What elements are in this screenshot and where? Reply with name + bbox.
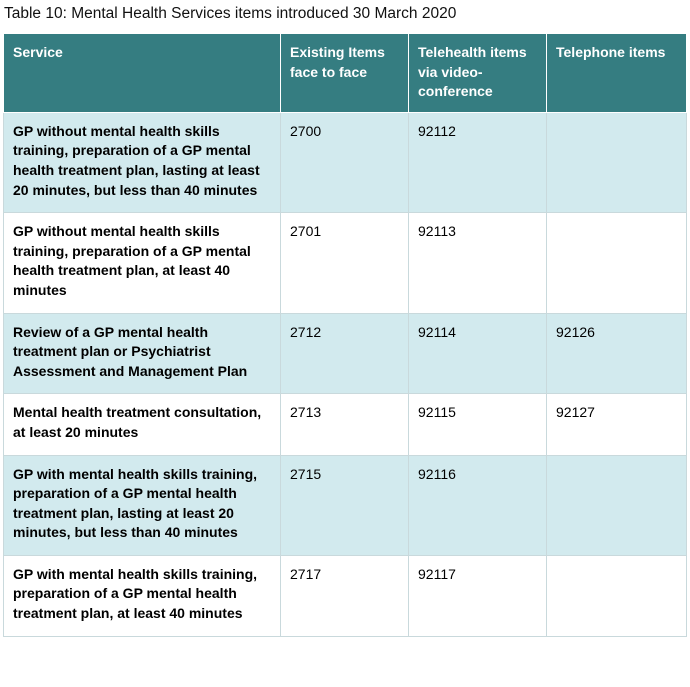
telephone-item-cell: 92127 xyxy=(547,394,687,455)
header-service: Service xyxy=(4,34,281,113)
existing-item-cell: 2717 xyxy=(281,555,409,636)
telephone-item-cell xyxy=(547,555,687,636)
table-row xyxy=(4,394,687,455)
table-row xyxy=(4,313,687,394)
service-cell: Review of a GP mental health treatment plan or Psychiatrist Assessment and Management Plan xyxy=(4,313,281,394)
telephone-item-cell xyxy=(547,112,687,212)
existing-item-cell: 2712 xyxy=(281,313,409,394)
existing-item-cell: 2715 xyxy=(281,455,409,555)
header-existing-items: Existing Items face to face xyxy=(281,34,409,113)
header-telehealth-items: Telehealth items via video-conference xyxy=(409,34,547,113)
telehealth-item-cell: 92117 xyxy=(409,555,547,636)
table-header-row xyxy=(4,34,687,113)
table-row xyxy=(4,213,687,313)
header-telephone-items: Telephone items xyxy=(547,34,687,113)
table-row xyxy=(4,112,687,212)
telehealth-item-cell: 92116 xyxy=(409,455,547,555)
telephone-item-cell xyxy=(547,455,687,555)
telephone-item-cell: 92126 xyxy=(547,313,687,394)
existing-item-cell: 2713 xyxy=(281,394,409,455)
telehealth-item-cell: 92114 xyxy=(409,313,547,394)
service-cell: GP with mental health skills training, preparation of a GP mental health treatment plan, lasting at least 20 minutes, but less than 40 minutes xyxy=(4,455,281,555)
telephone-item-cell xyxy=(547,213,687,313)
mental-health-items-table xyxy=(3,33,687,637)
telehealth-item-cell: 92113 xyxy=(409,213,547,313)
service-cell: GP without mental health skills training, preparation of a GP mental health treatment plan, lasting at least 20 minutes, but less than 40 minutes xyxy=(4,112,281,212)
service-cell: GP with mental health skills training, preparation of a GP mental health treatment plan, at least 40 minutes xyxy=(4,555,281,636)
table-row xyxy=(4,455,687,555)
existing-item-cell: 2700 xyxy=(281,112,409,212)
table-row xyxy=(4,555,687,636)
service-cell: Mental health treatment consultation, at least 20 minutes xyxy=(4,394,281,455)
service-cell: GP without mental health skills training, preparation of a GP mental health treatment plan, at least 40 minutes xyxy=(4,213,281,313)
telehealth-item-cell: 92112 xyxy=(409,112,547,212)
table-caption: Table 10: Mental Health Services items introduced 30 March 2020 xyxy=(4,5,457,22)
telehealth-item-cell: 92115 xyxy=(409,394,547,455)
existing-item-cell: 2701 xyxy=(281,213,409,313)
